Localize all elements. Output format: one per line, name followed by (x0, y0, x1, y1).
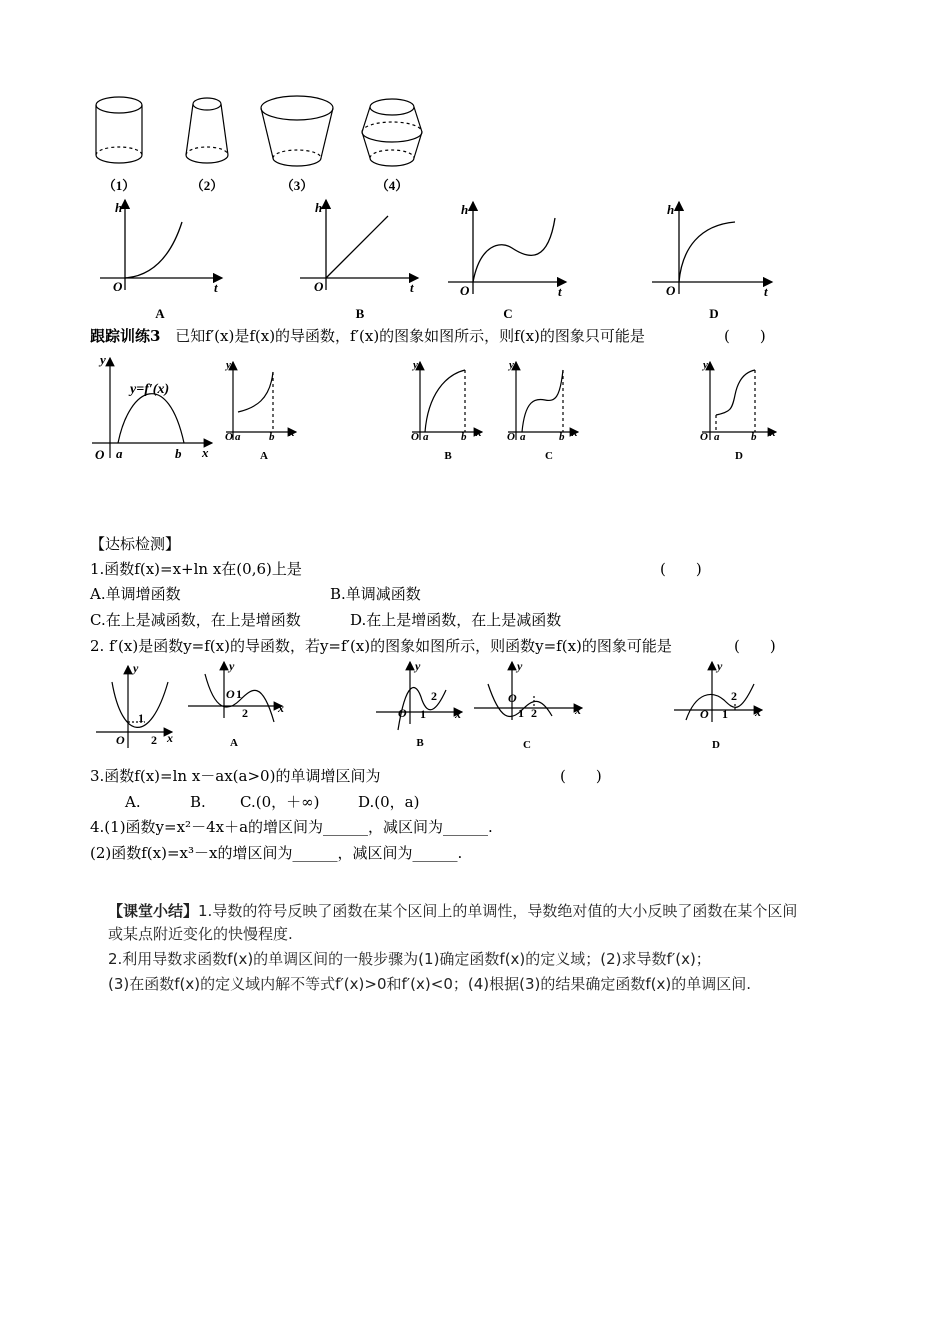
graphD-o: O (666, 283, 676, 298)
derivative-graph-label: y=f′(x) (130, 382, 170, 397)
svg-text:b: b (751, 431, 757, 443)
svg-text:a: a (235, 431, 241, 443)
q3-option-a: A. (125, 793, 141, 811)
svg-text:y: y (415, 659, 421, 673)
graphC-t: t (558, 284, 562, 299)
svg-text:O: O (226, 687, 235, 701)
exercise3-text: 已知f′(x)是f(x)的导函数，f′(x)的图象如图所示，则f(x)的图象只可能是 (175, 327, 645, 345)
svg-text:x: x (455, 707, 461, 721)
check-header: 【达标检测】 (90, 535, 181, 553)
height-graph-label-B: B (355, 306, 365, 321)
exercise3-option-C: C (545, 450, 553, 462)
svg-text:a: a (520, 431, 526, 443)
svg-text:a: a (714, 431, 720, 443)
svg-text:b: b (269, 431, 275, 443)
exercise3-bracket: ( ) (724, 327, 766, 345)
graphB-t: t (410, 280, 414, 295)
q4-line1: 4.(1)函数y=x²－4x＋a的增区间为______，减区间为______. (90, 818, 493, 836)
graphD-h: h (667, 202, 675, 217)
svg-text:y: y (413, 359, 418, 371)
summary-text1: 1.导数的符号反映了函数在某个区间上的单调性，导数绝对值的大小反映了函数在某个区间 (198, 902, 798, 920)
graphC-h: h (461, 202, 469, 217)
exercise3-option-A: A (260, 450, 268, 462)
svg-text:y: y (226, 359, 231, 371)
svg-text:1: 1 (138, 711, 144, 725)
q2-stem: 2. f′(x)是函数y=f(x)的导函数，若y=f′(x)的图象如图所示，则函数y=f(x)的图象可能是 (90, 637, 672, 655)
svg-text:b: b (175, 446, 182, 461)
svg-text:2: 2 (431, 689, 437, 703)
q3-option-c: C.(0，＋∞) (240, 793, 320, 811)
graphB-h: h (315, 200, 323, 215)
q2-option-C: C (523, 739, 531, 751)
svg-text:O: O (700, 707, 709, 721)
svg-text:2: 2 (731, 689, 737, 703)
svg-text:a: a (423, 431, 429, 443)
q1-option-a: A.单调增函数 (90, 585, 181, 603)
svg-text:b: b (461, 431, 467, 443)
q3-option-d: D.(0，a) (358, 793, 420, 811)
svg-text:y: y (229, 659, 235, 673)
svg-text:y: y (509, 359, 514, 371)
svg-text:x: x (572, 427, 578, 439)
svg-text:x: x (202, 445, 209, 460)
svg-text:O: O (700, 431, 708, 443)
q2-bracket: ( ) (734, 637, 776, 655)
graphA-h: h (115, 200, 123, 215)
svg-text:y: y (517, 659, 523, 673)
summary-line3: 2.利用导数求函数f(x)的单调区间的一般步骤为(1)确定函数f(x)的定义域；(2)求导数f′(x)； (108, 950, 711, 968)
q3-stem: 3.函数f(x)=ln x－ax(a>0)的单调增区间为 (90, 767, 381, 785)
svg-text:x: x (278, 701, 284, 715)
svg-text:b: b (559, 431, 565, 443)
exercise3-title: 跟踪训练3 (90, 327, 161, 345)
svg-text:O: O (508, 691, 517, 705)
q1-option-d: D.在上是增函数，在上是减函数 (350, 611, 562, 629)
svg-text:x: x (755, 705, 761, 719)
svg-text:y: y (703, 359, 708, 371)
q3-option-b: B. (190, 793, 206, 811)
svg-text:2: 2 (151, 733, 157, 747)
container-label-2: （2） (190, 178, 224, 193)
q2-option-B: B (416, 737, 424, 749)
svg-text:x: x (289, 427, 295, 439)
svg-text:2: 2 (242, 706, 248, 720)
svg-text:O: O (411, 431, 419, 443)
svg-text:O: O (507, 431, 515, 443)
svg-text:1: 1 (236, 687, 242, 701)
svg-text:1: 1 (420, 707, 426, 721)
summary-line1 (108, 900, 797, 922)
q1-stem: 1.函数f(x)=x+ln x在(0,6)上是 (90, 560, 302, 578)
svg-text:y: y (717, 659, 723, 673)
graphD-t: t (764, 284, 768, 299)
graphB-o: O (314, 279, 324, 294)
exercise3-option-B: B (444, 450, 452, 462)
svg-text:1: 1 (722, 707, 728, 721)
q4-line2: (2)函数f(x)=x³－x的增区间为______，减区间为______. (90, 844, 463, 862)
svg-text:2: 2 (531, 706, 537, 720)
height-graph-label-C: C (503, 306, 513, 321)
svg-text:y: y (133, 661, 139, 675)
svg-text:x: x (770, 427, 776, 439)
svg-text:y: y (100, 352, 106, 367)
svg-text:1: 1 (518, 706, 524, 720)
svg-text:x: x (575, 703, 581, 717)
q1-option-c: C.在上是减函数，在上是增函数 (90, 611, 301, 629)
container-label-1: （1） (102, 178, 136, 193)
graphA-o: O (113, 279, 123, 294)
summary-line2: 或某点附近变化的快慢程度. (108, 925, 293, 943)
svg-text:a: a (116, 446, 123, 461)
svg-text:O: O (95, 447, 105, 462)
q2-option-D: D (712, 739, 720, 751)
svg-text:O: O (225, 431, 233, 443)
svg-text:x: x (476, 427, 482, 439)
graphC-o: O (460, 283, 470, 298)
q1-bracket: ( ) (660, 560, 702, 578)
container-label-4: （4） (375, 178, 409, 193)
container-label-3: （3） (280, 178, 314, 193)
q2-option-A: A (230, 737, 238, 749)
q3-bracket: ( ) (560, 767, 602, 785)
q1-option-b: B.单调减函数 (330, 585, 421, 603)
height-graph-label-D: D (709, 306, 719, 321)
graphA-t: t (214, 280, 218, 295)
svg-text:x: x (167, 731, 173, 745)
summary-line4: (3)在函数f(x)的定义域内解不等式f′(x)>0和f′(x)<0；(4)根据(3)的结果确定函数f(x)的单调区间. (108, 975, 751, 993)
svg-text:O: O (398, 706, 407, 720)
height-graph-label-A: A (155, 306, 165, 321)
svg-text:O: O (116, 733, 125, 747)
exercise3-option-D: D (735, 450, 743, 462)
summary-header: 【课堂小结】 (108, 902, 199, 920)
